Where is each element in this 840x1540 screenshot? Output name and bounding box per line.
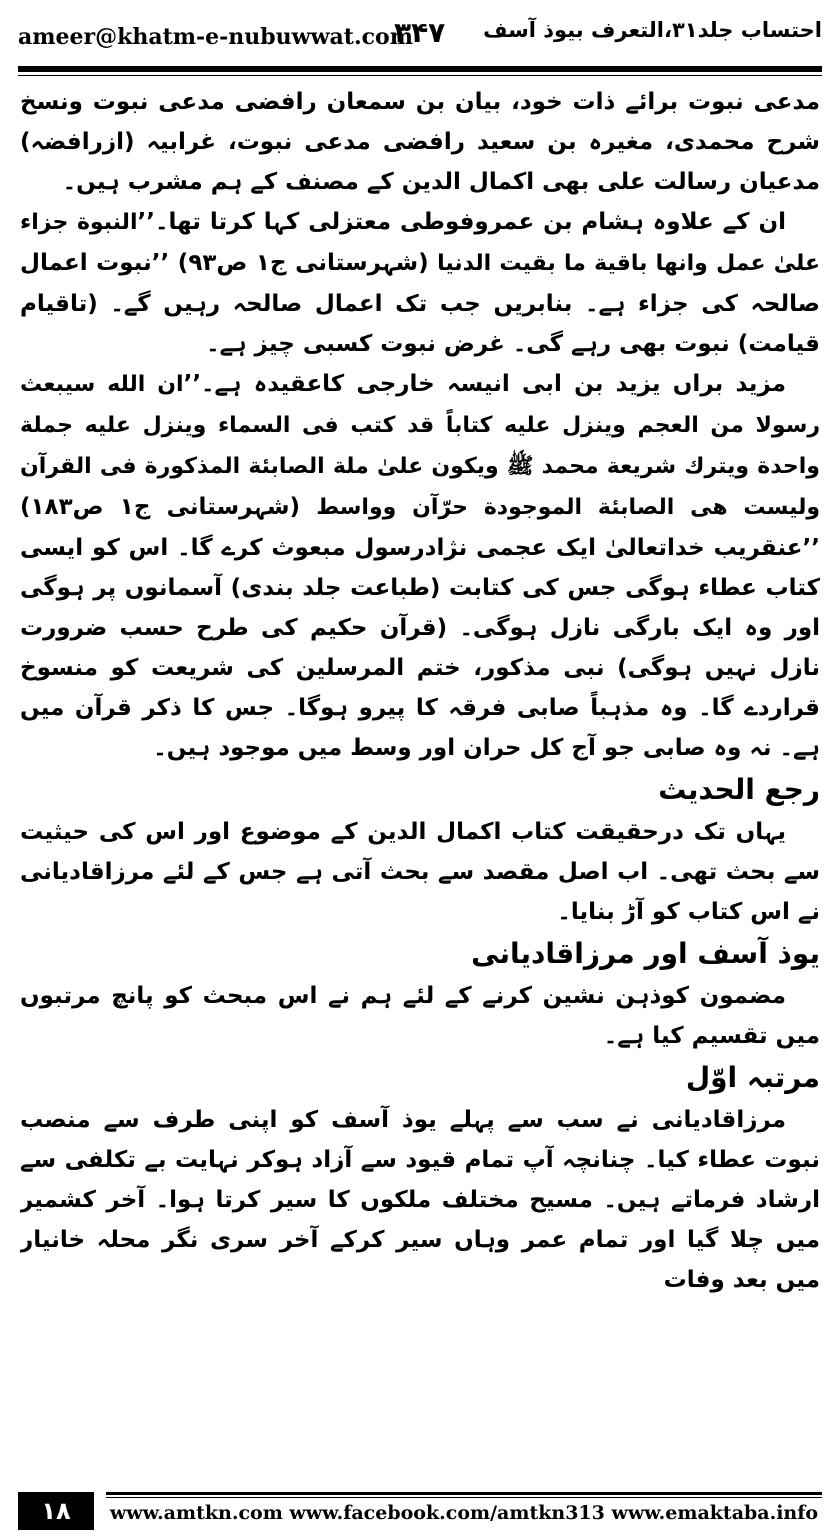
paragraph-6: مرزاقادیانی نے سب سے پہلے یوذ آسف کو اپنی طرف سے منصب نبوت عطاء کیا۔ چنانچہ آپ تمام قیود سے آزاد ہوکر نہایت بے تکلفی سے ارشاد فرماتے ہیں۔ مسیح مختلف ملکوں کا سیر کرتا ہوا۔ آخر کشمیر میں چلا گیا اور تمام عمر وہاں سیر کرکے آخر سری نگر محلہ خانیار میں بعد وفات xyxy=(20,1107,820,1293)
paragraph-2-arabic-quote: النبوة جزاء علیٰ عمل وانها باقية ما بقيت الدنيا xyxy=(20,210,820,276)
header-page-number: ۳۴۷ xyxy=(394,16,446,49)
paragraph-3-reference: (شہرستانی ج۱ ص۱۸۳) xyxy=(20,494,317,520)
paragraph-2 xyxy=(20,202,820,364)
header-email: ameer@khatm-e-nubuwwat.com xyxy=(18,24,413,50)
page-header xyxy=(18,10,822,56)
page-body xyxy=(20,82,820,1472)
header-rule-thin xyxy=(18,75,822,76)
header-rule xyxy=(18,66,822,72)
paragraph-2-translation: ’’نبوت اعمال صالحہ کی جزاء ہے۔ بنابریں جب تک اعمال صالحہ رہیں گے۔ (تاقیام قیامت) نبوت بھی رہے گی۔ غرض نبوت کسبی چیز ہے۔ xyxy=(20,250,820,357)
footer-rule xyxy=(106,1492,822,1495)
paragraph-3 xyxy=(20,364,820,768)
paragraph-5: مضمون کوذہن نشین کرنے کے لئے ہم نے اس مبحث کو پانچ مرتبوں میں تقسیم کیا ہے۔ xyxy=(20,983,820,1049)
section-heading-rujue-al-hadith: رجع الحدیث xyxy=(658,773,820,806)
footer-page-number: ۱۸ xyxy=(18,1492,94,1530)
paragraph-1: مدعی نبوت برائے ذات خود، بیان بن سمعان رافضی مدعی نبوت ونسخ شرح محمدی، مغیرہ بن سعید رافضی مدعی نبوت، غرابیہ (ازرافضہ) مدعیان رسالت علی بھی اکمال الدین کے مصنف کے ہم مشرب ہیں۔ xyxy=(20,89,820,195)
page-footer xyxy=(18,1488,822,1534)
paragraph-3-intro: مزید براں یزید بن ابی انیسہ خارجی کاعقیدہ ہے۔’’ xyxy=(183,371,786,397)
header-book-title: احتساب جلد۳۱،التعرف بیوذ آسف xyxy=(483,18,822,42)
footer-rule-thin xyxy=(106,1497,822,1498)
section-heading-yuz-asaf: یوذ آسف اور مرزاقادیانی xyxy=(471,937,820,970)
paragraph-3-translation: ’’عنقریب خداتعالیٰ ایک عجمی نژادرسول مبعوث کرے گا۔ اس کو ایسی کتاب عطاء ہوگی جس کی کتابت (طباعت جلد بندی) آسمانوں پر ہوگی اور وہ ایک بارگی نازل ہوگی۔ (قرآن حکیم کی طرح حسب ضرورت نازل نہیں ہوگی) نبی مذکور، ختم المرسلین کی شریعت کو منسوخ قراردے گا۔ وہ مذہباً صابی فرقہ کا پیرو ہوگا۔ جس کا ذکر قرآن میں ہے۔ نہ وہ صابی جو آج کل حران اور وسط میں موجود ہیں۔ xyxy=(20,535,820,761)
section-heading-martaba-awwal: مرتبہ اوّل xyxy=(685,1061,820,1094)
paragraph-2-reference: (شہرستانی ج۱ ص۹۳) xyxy=(169,250,438,276)
paragraph-2-intro: ان کے علاوہ ہشام بن عمروفوطی معتزلی کہا کرتا تھا۔’’ xyxy=(137,209,787,235)
paragraph-3-arabic-quote: ان الله سيبعث رسولا من العجم وينزل عليه كتاباً قد كتب فى السماء وينزل عليه جملة واحدة ويترك شريعة محمد ﷺ ويكون علىٰ ملة الصابئة المذكورة فى القرآن وليست هى الصابئة الموجودة حرّآن وواسط xyxy=(20,372,820,520)
footer-links[interactable]: www.amtkn.com www.facebook.com/amtkn313 www.emaktaba.info xyxy=(109,1502,819,1524)
paragraph-4: یہاں تک درحقیقت کتاب اکمال الدین کے موضوع اور اس کی حیثیت سے بحث تھی۔ اب اصل مقصد سے بحث آتی ہے جس کے لئے مرزاقادیانی نے اس کتاب کو آڑ بنایا۔ xyxy=(20,819,820,925)
